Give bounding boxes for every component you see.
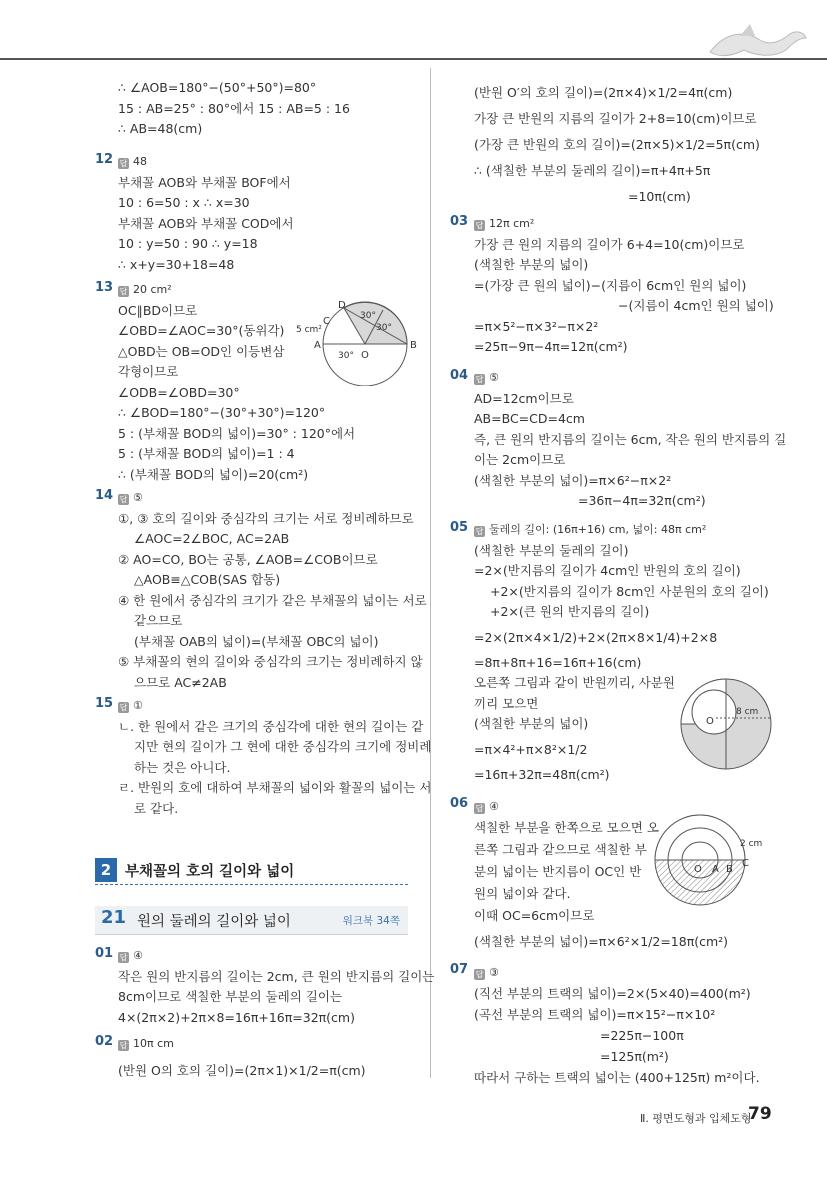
section-header (95, 858, 408, 885)
text-line: 10 : 6=50 : x ∴ x=30 (118, 195, 250, 210)
diagram-label: C (323, 316, 330, 327)
text-line: (직선 부분의 트랙의 넓이)=2×(5×40)=400(m²) (474, 985, 751, 1001)
question-number: 04 (450, 368, 469, 383)
text-line: =(가장 큰 원의 넓이)−(지름이 6cm인 원의 넓이) (474, 277, 747, 293)
text-line: ∴ ∠AOB=180°−(50°+50°)=80° (118, 80, 317, 95)
text-line: (색칠한 부분의 넓이)=π×6²×1/2=18π(cm²) (474, 933, 729, 949)
text-line: ∠ODB=∠OBD=30° (118, 384, 240, 400)
answer-badge-icon: 답 (119, 703, 128, 712)
answer-text: 둘레의 길이: (16π+16) cm, 넓이: 48π cm² (489, 523, 707, 536)
answer-line (118, 1034, 366, 1055)
text-line: 하는 것은 아니다. (134, 759, 231, 775)
text-line: △OBD는 OB=OD인 이등변삼 (118, 343, 285, 359)
diagram-label: 5 cm² (296, 325, 322, 335)
question-number: 13 (95, 280, 114, 295)
question-number: 14 (95, 488, 114, 503)
answer-line (474, 520, 769, 541)
diagram-label: A (712, 864, 719, 875)
text-line: 지만 현의 길이가 그 현에 대한 중심각의 크기에 정비례 (134, 739, 432, 754)
text-line: ㄹ. 반원의 호에 대하여 부채꼴의 넓이와 활꼴의 넓이는 서 (118, 780, 432, 795)
answer-text: 20 cm² (133, 283, 172, 296)
column-divider (430, 68, 431, 1078)
answer-line (118, 696, 432, 717)
text-line: (색칠한 부분의 둘레의 길이) (474, 542, 629, 558)
q01-solution (118, 946, 434, 1028)
text-line: ∠OBD=∠AOC=30°(동위각) (118, 323, 285, 338)
text-line: 분의 넓이는 반지름이 OC인 반 (474, 863, 642, 879)
text-line: 10 : y=50 : 90 ∴ y=18 (118, 236, 258, 251)
answer-text: 10π cm (133, 1037, 174, 1050)
text-line: =2×(반지름의 길이가 4cm인 반원의 호의 길이) (474, 563, 741, 578)
answer-line (474, 962, 760, 983)
text-line: ∴ ∠BOD=180°−(30°+30°)=120° (118, 405, 326, 420)
diagram-label: D (338, 300, 346, 311)
answer-text: 12π cm² (489, 217, 535, 230)
text-line: 로 같다. (134, 800, 179, 816)
diagram-label: C (742, 858, 749, 869)
answer-text: ⑤ (489, 371, 499, 384)
q06-circle-diagram (650, 812, 770, 912)
diagram-label: O (706, 716, 714, 727)
answer-line (118, 488, 427, 509)
question-number: 05 (450, 520, 469, 535)
text-line: 4×(2π×2)+2π×8=16π+16π=32π(cm) (118, 1009, 355, 1025)
text-line: 작은 원의 반지름의 길이는 2cm, 큰 원의 반지름의 길이는 (118, 968, 435, 984)
text-line: 15 : AB=25° : 80°에서 15 : AB=5 : 16 (118, 100, 350, 116)
diagram-label: 8 cm (736, 707, 759, 717)
answer-text: ④ (489, 800, 499, 813)
text-line: +2×(반지름의 길이가 8cm인 사분원의 호의 길이) (490, 583, 769, 599)
question-number: 02 (95, 1034, 114, 1049)
diagram-label: 30° (376, 323, 392, 333)
question-number: 07 (450, 962, 469, 977)
text-line: ∴ x+y=30+18=48 (118, 256, 235, 272)
text-line: =36π−4π=32π(cm²) (578, 493, 706, 508)
text-line: 으므로 AC≠2AB (134, 674, 227, 690)
text-line: 가장 큰 원의 지름의 길이가 6+4=10(cm)이므로 (474, 236, 745, 252)
text-line: OC∥BD이므로 (118, 302, 198, 318)
text-line: ② AO=CO, BO는 공통, ∠AOB=∠COB이므로 (118, 551, 378, 567)
answer-line (118, 152, 294, 173)
text-line: ㄴ. 한 원에서 같은 크기의 중심각에 대한 현의 길이는 같 (118, 718, 424, 734)
text-line: =16π+32π=48π(cm²) (474, 766, 610, 782)
text-line: 각형이므로 (118, 364, 179, 379)
section-title: 부채꼴의 호의 길이와 넓이 (125, 864, 295, 880)
page-number: 79 (748, 1104, 772, 1124)
answer-badge-icon: 답 (119, 953, 128, 962)
section-number: 2 (95, 858, 117, 882)
text-line: ∠AOC=2∠BOC, AC=2AB (134, 531, 290, 546)
diagram-label: 30° (360, 311, 376, 321)
text-line: 원의 넓이와 같다. (474, 885, 571, 901)
text-line: =8π+8π+16=16π+16(cm) (474, 654, 642, 670)
text-line: (가장 큰 반원의 호의 길이)=(2π×5)×1/2=5π(cm) (474, 137, 760, 152)
q03-solution (474, 214, 774, 358)
question-number: 12 (95, 152, 114, 167)
text-line: △AOB≡△COB(SAS 합동) (134, 572, 281, 587)
text-line: (반원 O′의 호의 길이)=(2π×4)×1/2=4π(cm) (474, 85, 733, 100)
diagram-label: O (694, 864, 702, 875)
q04-solution (474, 368, 786, 512)
question-number: 01 (95, 946, 114, 961)
question-number: 15 (95, 696, 114, 711)
q02-continuation (474, 80, 760, 204)
answer-badge-icon: 답 (119, 495, 128, 504)
text-line: 부채꼴 AOB와 부채꼴 BOF에서 (118, 174, 291, 190)
answer-text: ⑤ (133, 491, 143, 504)
answer-text: ④ (133, 949, 143, 962)
unit-header (95, 906, 408, 935)
answer-line (474, 214, 774, 235)
unit-title: 원의 둘레의 길이와 넓이 (137, 914, 291, 930)
diagram-label: B (410, 340, 417, 351)
answer-text: 48 (133, 155, 147, 168)
answer-badge-icon: 답 (475, 970, 484, 979)
text-line: =125π(m²) (600, 1048, 669, 1064)
text-line: (색칠한 부분의 넓이)=π×6²−π×2² (474, 472, 672, 488)
answer-badge-icon: 답 (475, 221, 484, 230)
text-line: 이는 2cm이므로 (474, 452, 566, 467)
text-line: (부채꼴 OAB의 넓이)=(부채꼴 OBC의 넓이) (134, 633, 379, 649)
text-line: AB=BC=CD=4cm (474, 411, 585, 426)
q13-circle-diagram (290, 296, 420, 386)
text-line: =π×4²+π×8²×1/2 (474, 741, 588, 757)
text-line: 5 : (부채꼴 BOD의 넓이)=1 : 4 (118, 446, 295, 461)
chapter-label: Ⅱ. 평면도형과 입체도형 (640, 1112, 752, 1125)
text-line: 른쪽 그림과 같으므로 색칠한 부 (474, 841, 647, 857)
text-line: 오른쪽 그림과 같이 반원끼리, 사분원 (474, 675, 675, 690)
q15-solution (118, 696, 432, 819)
text-line: 8cm이므로 색칠한 부분의 둘레의 길이는 (118, 989, 343, 1004)
text-line: =225π−100π (600, 1027, 684, 1043)
answer-badge-icon: 답 (119, 1041, 128, 1050)
q14-solution (118, 488, 427, 693)
diagram-label: 30° (338, 351, 354, 361)
answer-text: ① (133, 699, 143, 712)
text-line: 끼리 모으면 (474, 695, 539, 711)
q07-solution (474, 962, 760, 1088)
diagram-label: 2 cm (740, 839, 763, 849)
q11-continuation (118, 78, 350, 140)
diagram-label: O (361, 350, 369, 361)
text-line: +2×(큰 원의 반지름의 길이) (490, 604, 650, 619)
text-line: ∴ (부채꼴 BOD의 넓이)=20(cm²) (118, 466, 309, 482)
dragon-ornament-icon (700, 22, 810, 62)
text-line: 이때 OC=6cm이므로 (474, 907, 595, 923)
text-line: 가장 큰 반원의 지름의 길이가 2+8=10(cm)이므로 (474, 111, 757, 126)
text-line: 색칠한 부분을 한쪽으로 모으면 오 (474, 819, 659, 835)
question-number: 03 (450, 214, 469, 229)
answer-badge-icon: 답 (475, 527, 484, 536)
text-line: 즉, 큰 원의 반지름의 길이는 6cm, 작은 원의 반지름의 길 (474, 431, 787, 447)
text-line: 부채꼴 AOB와 부채꼴 COD에서 (118, 215, 294, 231)
text-line: =2×(2π×4×1/2)+2×(2π×8×1/4)+2×8 (474, 629, 718, 645)
text-line: (반원 O의 호의 길이)=(2π×1)×1/2=π(cm) (118, 1062, 366, 1078)
answer-badge-icon: 답 (475, 375, 484, 384)
text-line: ∴ (색칠한 부분의 둘레의 길이)=π+4π+5π (474, 163, 711, 178)
text-line: AD=12cm이므로 (474, 390, 574, 406)
diagram-label: A (314, 340, 321, 351)
answer-badge-icon: 답 (475, 804, 484, 813)
question-number: 06 (450, 796, 469, 811)
text-line: =π×5²−π×3²−π×2² (474, 318, 599, 334)
text-line: (색칠한 부분의 넓이) (474, 257, 589, 272)
diagram-label: B (726, 864, 733, 875)
text-line: 5 : (부채꼴 BOD의 넓이)=30° : 120°에서 (118, 425, 356, 441)
q12-solution (118, 152, 294, 275)
text-line: ∴ AB=48(cm) (118, 121, 203, 136)
text-line: (색칠한 부분의 넓이) (474, 716, 589, 731)
text-line: =25π−9π−4π=12π(cm²) (474, 339, 628, 354)
answer-badge-icon: 답 (119, 287, 128, 296)
workbook-reference: 워크북 34쪽 (342, 915, 400, 927)
text-line: −(지름이 4cm인 원의 넓이) (618, 298, 774, 313)
text-line: ⑤ 부채꼴의 현의 길이와 중심각의 크기는 정비례하지 않 (118, 654, 423, 669)
q02-solution (118, 1034, 366, 1081)
text-line: =10π(cm) (628, 189, 691, 204)
q05-circle-diagram (676, 674, 776, 774)
answer-line (118, 946, 434, 967)
answer-badge-icon: 답 (119, 159, 128, 168)
text-line: ④ 한 원에서 중심각의 크기가 같은 부채꼴의 넓이는 서로 (118, 592, 427, 608)
text-line: (곡선 부분의 트랙의 넓이)=π×15²−π×10² (474, 1006, 716, 1022)
text-line: 같으므로 (134, 613, 183, 628)
answer-text: ③ (489, 966, 499, 979)
text-line: 따라서 구하는 트랙의 넓이는 (400+125π) m²이다. (474, 1069, 760, 1085)
answer-line (474, 368, 786, 389)
unit-number: 21 (101, 907, 127, 928)
text-line: ①, ③ 호의 길이와 중심각의 크기는 서로 정비례하므로 (118, 510, 414, 526)
